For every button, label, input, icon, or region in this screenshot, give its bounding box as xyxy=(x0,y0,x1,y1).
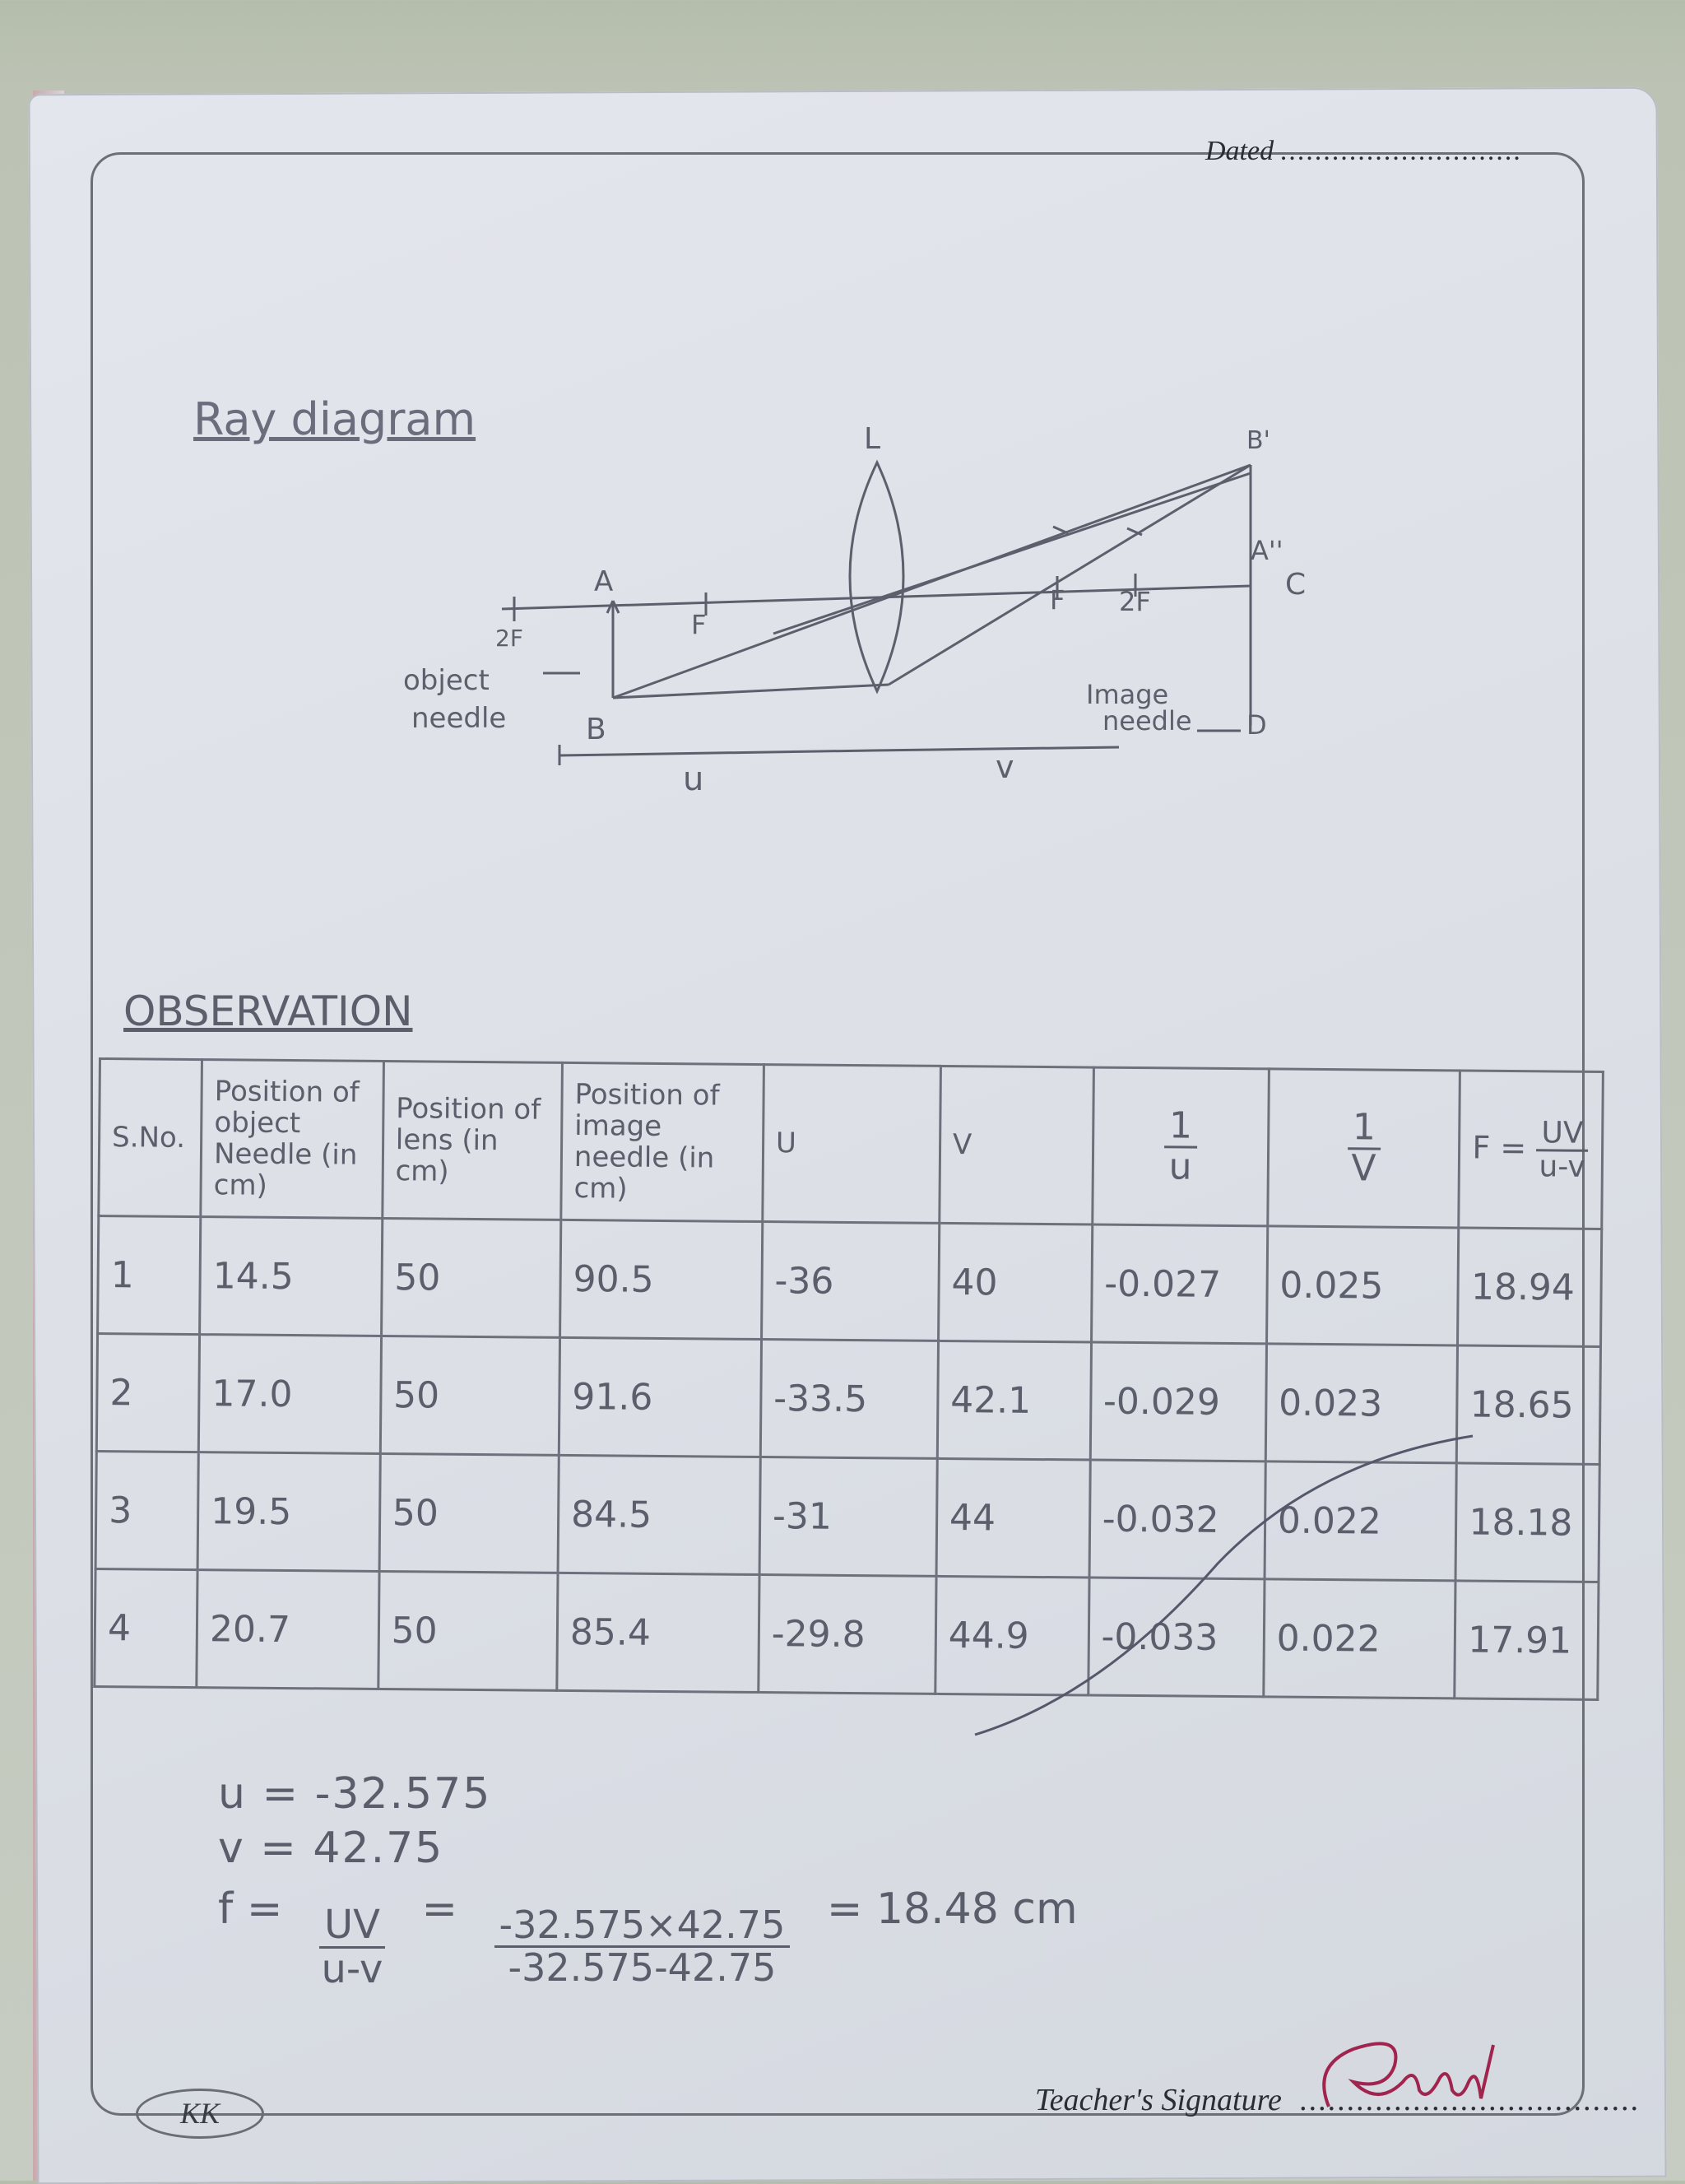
cell-v: 44.9 xyxy=(935,1576,1089,1695)
header-image-position: Position of image needle (in cm) xyxy=(561,1062,764,1221)
dated-label: Dated xyxy=(1205,136,1274,166)
observation-title: OBSERVATION xyxy=(123,987,413,1035)
cell-v: 40 xyxy=(938,1223,1092,1342)
focal-num: UV xyxy=(1536,1118,1588,1151)
calculation-block xyxy=(218,1769,1078,1992)
cell-inverse-v: 0.025 xyxy=(1266,1226,1459,1345)
image-needle-line2: needle xyxy=(1102,705,1192,737)
label-F-right: F xyxy=(1050,584,1065,616)
cell-lens-pos: 50 xyxy=(379,1454,559,1573)
cell-u: -36 xyxy=(761,1222,939,1341)
cell-image-pos: 90.5 xyxy=(559,1220,762,1339)
kk-badge: KK xyxy=(136,2089,264,2139)
check-stroke xyxy=(975,1436,1473,1735)
signature-dots: .................................... xyxy=(1300,2083,1641,2117)
cell-inverse-u: -0.033 xyxy=(1088,1578,1264,1697)
substitution-fraction xyxy=(494,1903,791,1990)
cell-focal: 18.94 xyxy=(1458,1228,1602,1347)
v-mean-line: v = 42.75 xyxy=(218,1824,444,1873)
header-u: U xyxy=(763,1065,941,1224)
label-v: v xyxy=(996,749,1014,785)
cell-focal: 17.91 xyxy=(1455,1581,1599,1700)
f-formula-num: UV xyxy=(319,1904,385,1948)
header-sno: S.No. xyxy=(99,1059,202,1217)
cell-focal: 18.18 xyxy=(1455,1463,1599,1582)
cell-inverse-u: -0.027 xyxy=(1091,1224,1267,1344)
ray-diagram-title: Ray diagram xyxy=(193,393,476,445)
cell-lens-pos: 50 xyxy=(381,1219,560,1338)
cell-focal: 18.65 xyxy=(1457,1345,1601,1465)
inverse-u-den: u xyxy=(1168,1145,1192,1188)
cell-u: -31 xyxy=(759,1457,937,1577)
focal-den: u-v xyxy=(1539,1149,1585,1184)
inverse-u-num: 1 xyxy=(1164,1108,1197,1149)
object-needle-line1: object xyxy=(403,664,490,697)
cell-object-pos: 14.5 xyxy=(200,1217,383,1336)
cell-inverse-u: -0.032 xyxy=(1089,1460,1265,1579)
label-B-prime: B' xyxy=(1246,426,1270,455)
cell-lens-pos: 50 xyxy=(378,1571,558,1690)
label-A-double-prime: A'' xyxy=(1251,535,1283,566)
signature-stroke xyxy=(1324,2043,1493,2107)
substitution-num: -32.575×42.75 xyxy=(494,1905,791,1947)
cell-u: -33.5 xyxy=(760,1340,938,1459)
cell-object-pos: 20.7 xyxy=(197,1570,379,1689)
cell-sno: 1 xyxy=(98,1216,201,1335)
f-lhs: f = xyxy=(218,1884,283,1934)
cell-sno: 2 xyxy=(96,1334,199,1452)
header-lens-position: Position of lens (in cm) xyxy=(383,1062,563,1220)
cell-sno: 4 xyxy=(95,1568,197,1687)
substitution-den: -32.575-42.75 xyxy=(508,1945,777,1990)
teacher-signature xyxy=(1304,2033,1502,2123)
cell-sno: 3 xyxy=(95,1451,198,1569)
cell-lens-pos: 50 xyxy=(380,1336,559,1456)
cell-object-pos: 19.5 xyxy=(197,1452,380,1572)
image-needle-line1: Image xyxy=(1086,679,1169,710)
cell-object-pos: 17.0 xyxy=(198,1335,381,1454)
focal-lhs: F = xyxy=(1472,1129,1527,1166)
cell-inverse-v: 0.023 xyxy=(1265,1344,1458,1463)
label-L: L xyxy=(864,422,881,456)
label-C: C xyxy=(1285,568,1307,602)
inverse-v-den: V xyxy=(1351,1146,1376,1190)
cell-image-pos: 85.4 xyxy=(557,1573,759,1692)
header-object-position: Position of object Needle (in cm) xyxy=(201,1060,383,1219)
f-formula-fraction xyxy=(319,1904,385,1990)
cell-v: 42.1 xyxy=(937,1341,1091,1460)
label-D: D xyxy=(1246,709,1267,741)
inverse-v-num: 1 xyxy=(1348,1109,1381,1150)
label-B: B xyxy=(586,713,606,746)
cell-inverse-u: -0.029 xyxy=(1090,1342,1266,1461)
cell-u: -29.8 xyxy=(759,1575,936,1694)
header-v: V xyxy=(940,1066,1093,1224)
cell-image-pos: 84.5 xyxy=(558,1455,760,1574)
cell-inverse-v: 0.022 xyxy=(1265,1461,1457,1581)
label-A: A xyxy=(594,565,614,598)
cell-inverse-v: 0.022 xyxy=(1264,1579,1456,1698)
label-u: u xyxy=(683,760,704,798)
label-F-left: F xyxy=(691,609,707,640)
u-mean-line: u = -32.575 xyxy=(218,1769,492,1819)
object-needle-line2: needle xyxy=(411,702,507,735)
equals-sign: = xyxy=(421,1884,458,1934)
label-2F-right: 2F xyxy=(1119,586,1151,617)
cell-image-pos: 91.6 xyxy=(559,1337,761,1457)
dated-dots: ............................ xyxy=(1280,136,1523,166)
result: = 18.48 cm xyxy=(826,1884,1078,1934)
cell-v: 44 xyxy=(936,1458,1090,1578)
f-formula-den: u-v xyxy=(321,1945,383,1992)
teacher-signature-label: Teacher's Signature xyxy=(1035,2083,1282,2117)
label-2F-left: 2F xyxy=(495,625,523,652)
focal-length-formula xyxy=(218,1884,1101,1990)
